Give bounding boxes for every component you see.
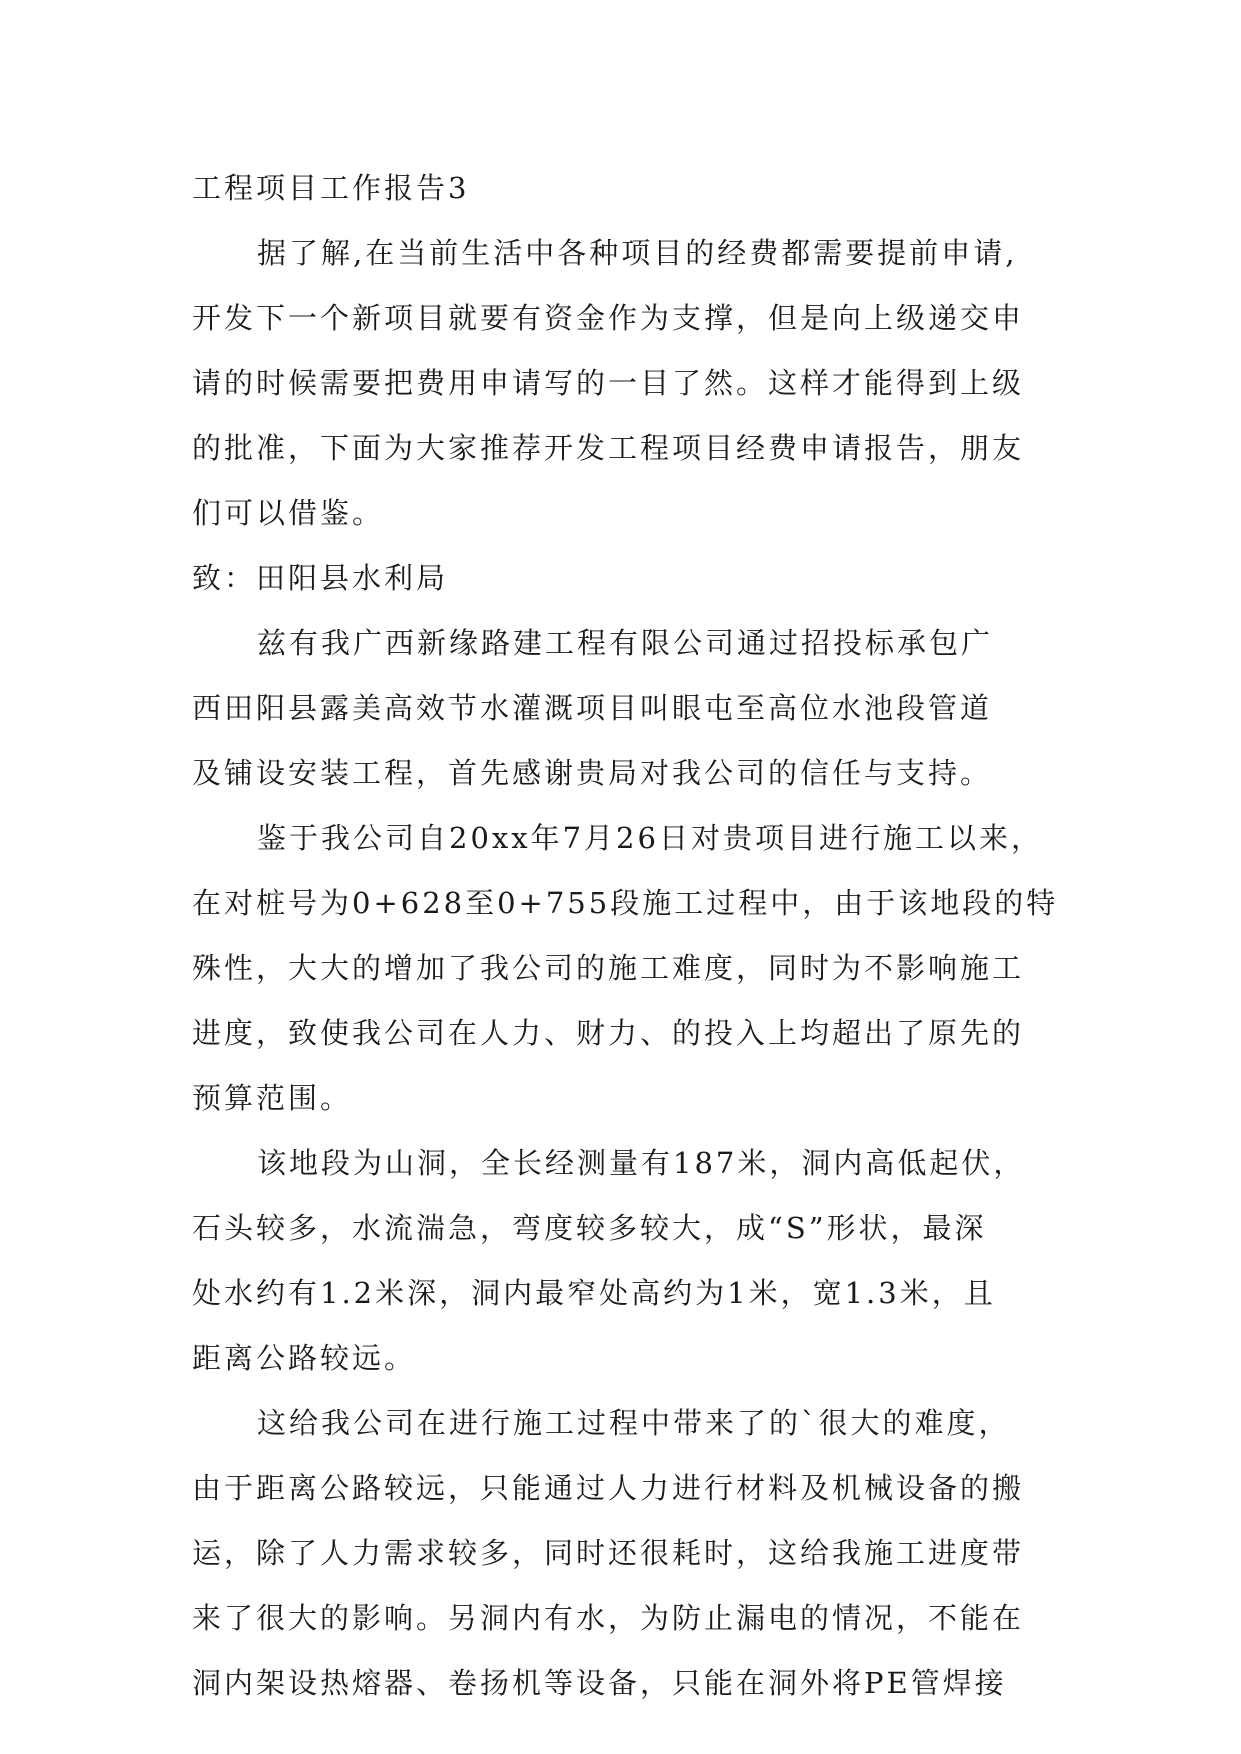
text-line: 距离公路较远。	[192, 1341, 417, 1375]
text-line: 的批准，下面为大家推荐开发工程项目经费申请报告，朋友	[192, 431, 1025, 465]
text-line: 及铺设安装工程，首先感谢贵局对我公司的信任与支持。	[192, 756, 993, 790]
text-line: 们可以借鉴。	[192, 496, 385, 530]
document-body	[192, 156, 1082, 1716]
text-line: 据了解,在当前生活中各种项目的经费都需要提前申请,	[257, 236, 1018, 270]
text-line: 预算范围。	[192, 1081, 353, 1115]
text-line: 鉴于我公司自20xx年7月26日对贵项目进行施工以来，	[257, 821, 1043, 855]
text-line: 殊性，大大的增加了我公司的施工难度，同时为不影响施工	[192, 951, 1025, 985]
addressee-line: 致：田阳县水利局	[192, 561, 449, 595]
text-line: 该地段为山洞，全长经测量有187米，洞内高低起伏，	[257, 1146, 1026, 1180]
text-line: 开发下一个新项目就要有资金作为支撑，但是向上级递交申	[192, 301, 1025, 335]
text-line: 石头较多，水流湍急，弯度较多较大，成“S”形状，最深	[192, 1211, 987, 1245]
text-line: 这给我公司在进行施工过程中带来了的`很大的难度，	[257, 1406, 1011, 1440]
text-line: 来了很大的影响。另洞内有水，为防止漏电的情况，不能在	[192, 1601, 1025, 1635]
text-line: 西田阳县露美高效节水灌溉项目叫眼屯至高位水池段管道	[192, 691, 993, 725]
text-line: 洞内架设热熔器、卷扬机等设备，只能在洞外将PE管焊接	[192, 1666, 1007, 1700]
text-line: 进度，致使我公司在人力、财力、的投入上均超出了原先的	[192, 1016, 1025, 1050]
text-line: 运，除了人力需求较多，同时还很耗时，这给我施工进度带	[192, 1536, 1025, 1570]
text-line: 请的时候需要把费用申请写的一目了然。这样才能得到上级	[192, 366, 1025, 400]
document-title: 工程项目工作报告3	[192, 171, 470, 205]
text-line: 在对桩号为0+628至0+755段施工过程中，由于该地段的特	[192, 886, 1059, 920]
text-line: 兹有我广西新缘路建工程有限公司通过招投标承包广	[257, 626, 994, 660]
text-line: 处水约有1.2米深，洞内最窄处高约为1米，宽1.3米，且	[192, 1276, 996, 1310]
text-line: 由于距离公路较远，只能通过人力进行材料及机械设备的搬	[192, 1471, 1025, 1505]
